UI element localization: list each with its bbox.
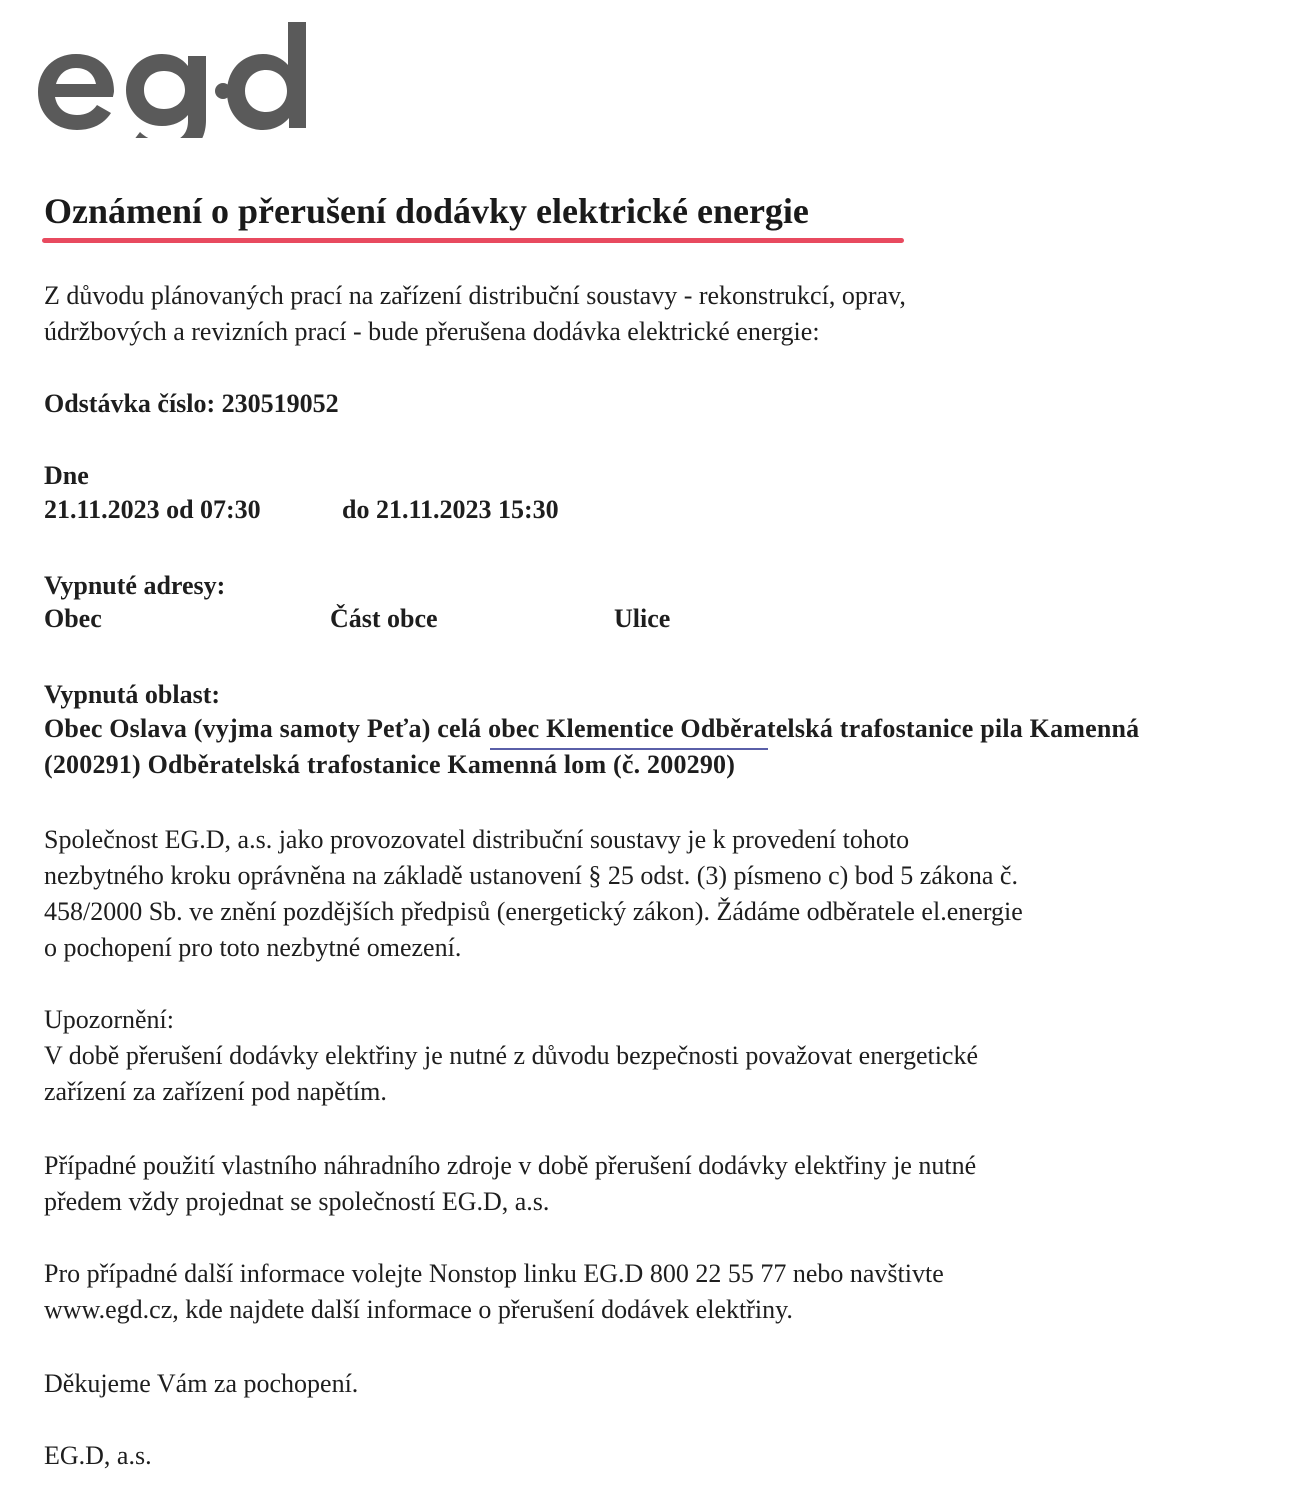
addresses-column-cast-obce: Část obce: [330, 604, 438, 633]
contact-line-1: Pro případné další informace volejte Nonstop linku EG.D 800 22 55 77 nebo navštivte: [44, 1259, 944, 1288]
addresses-heading: Vypnuté adresy:: [44, 571, 226, 600]
area-heading: Vypnutá oblast:: [44, 680, 221, 709]
contact-line-2: www.egd.cz, kde najdete další informace o přerušení dodávek elektřiny.: [44, 1295, 793, 1324]
thanks-text: Děkujeme Vám za pochopení.: [44, 1369, 359, 1398]
warning-line-2: zařízení za zařízení pod napětím.: [44, 1077, 387, 1106]
area-line-1: Obec Oslava (vyjma samoty Peťa) celá obec Klementice Odběratelská trafostanice pila Kamenná: [44, 714, 1140, 743]
intro-line-1: Z důvodu plánovaných prací na zařízení distribuční soustavy - rekonstrukcí, oprav,: [44, 281, 906, 310]
addresses-column-ulice: Ulice: [614, 604, 671, 633]
outage-date-from: 21.11.2023 od 07:30: [44, 495, 261, 524]
egd-logo: [30, 8, 310, 138]
area-line-2: (200291) Odběratelská trafostanice Kamenná lom (č. 200290): [44, 750, 736, 779]
legal-line-3: 458/2000 Sb. ve znění pozdějších předpisů (energetický zákon). Žádáme odběratele el.energie: [44, 897, 1023, 926]
legal-line-4: o pochopení pro toto nezbytné omezení.: [44, 933, 462, 962]
intro-line-2: údržbových a revizních prací - bude přerušena dodávka elektrické energie:: [44, 317, 820, 346]
signature-text: EG.D, a.s.: [44, 1441, 152, 1470]
outage-number: Odstávka číslo: 230519052: [44, 389, 339, 418]
backup-line-2: předem vždy projednat se společností EG.D, a.s.: [44, 1187, 550, 1216]
backup-line-1: Případné použití vlastního náhradního zdroje v době přerušení dodávky elektřiny je nutné: [44, 1151, 977, 1180]
warning-heading: Upozornění:: [44, 1005, 174, 1034]
addresses-column-obec: Obec: [44, 604, 102, 633]
warning-line-1: V době přerušení dodávky elektřiny je nutné z důvodu bezpečnosti považovat energetické: [44, 1041, 979, 1070]
page-title: Oznámení o přerušení dodávky elektrické energie: [44, 191, 809, 231]
outage-date-to: do 21.11.2023 15:30: [342, 495, 559, 524]
outage-date-label: Dne: [44, 461, 89, 490]
legal-line-2: nezbytného kroku oprávněna na základě ustanovení § 25 odst. (3) písmeno c) bod 5 zákona č.: [44, 861, 1018, 890]
title-underline: [42, 238, 904, 243]
legal-line-1: Společnost EG.D, a.s. jako provozovatel distribuční soustavy je k provedení tohoto: [44, 825, 910, 854]
